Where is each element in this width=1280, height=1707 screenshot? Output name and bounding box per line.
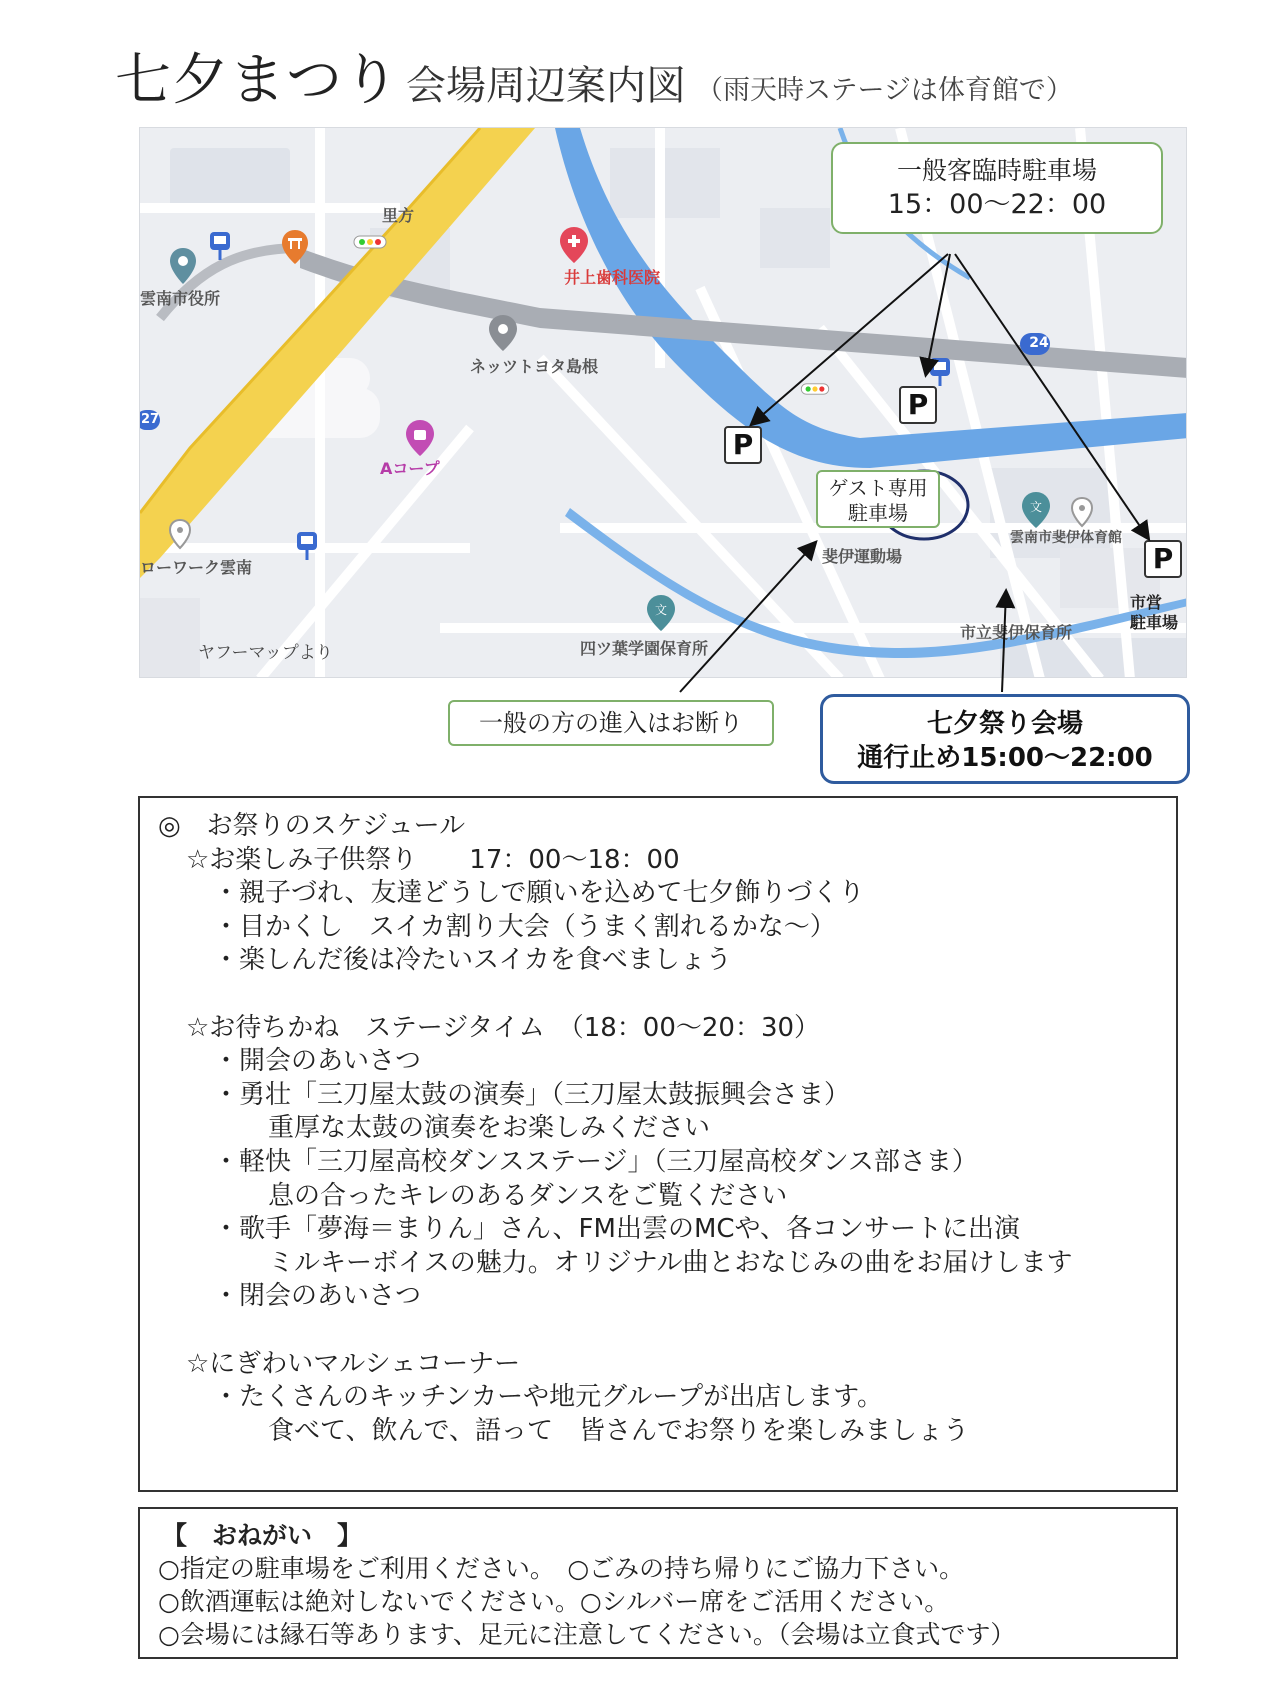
label-gym: 雲南市斐伊体育館 (1010, 530, 1122, 546)
notice-line: ○会場には縁石等あります、足元に注意してください。（会場は立食式です） (158, 1620, 1016, 1649)
route-24-badge: 24 (1029, 335, 1049, 351)
schedule-section-marche: ☆にぎわいマルシェコーナー (186, 1348, 521, 1379)
schedule-item: ・楽しんだ後は冷たいスイカを食べましょう (213, 945, 732, 976)
title-note: （雨天時ステージは体育館で） (696, 75, 1073, 106)
label-dental: 井上歯科医院 (564, 268, 661, 287)
schedule-item: ・開会のあいさつ (213, 1046, 422, 1077)
guest-parking-line2: 駐車場 (848, 501, 908, 525)
label-city-hall: 雲南市役所 (140, 289, 221, 308)
callout-no-entry: 一般の方の進入はお断り (448, 700, 774, 746)
general-parking-time: 15：00～22：00 (887, 189, 1107, 220)
route-27-badge: 27 (140, 412, 160, 427)
schedule-item-detail: 食べて、飲んで、語って 皆さんでお祭りを楽しみましょう (268, 1415, 969, 1446)
schedule-item-detail: 息の合ったキレのあるダンスをご覧ください (268, 1180, 788, 1211)
schedule-item: ・目かくし スイカ割り大会（うまく割れるかな～） (213, 911, 836, 942)
schedule-item: ・軽快「三刀屋高校ダンスステージ」（三刀屋高校ダンス部さま） (213, 1146, 978, 1177)
notice-box (138, 1507, 1178, 1659)
notice-line: ○指定の駐車場をご利用ください。 ○ごみの持ち帰りにご協力下さい。 (158, 1554, 965, 1583)
guest-parking-line1: ゲスト専用 (828, 476, 928, 500)
parking-marker-1: P (724, 426, 762, 464)
label-credit: ヤフーマップより (198, 643, 333, 663)
schedule-section-kids: ☆お楽しみ子供祭り 17：00～18：00 (186, 844, 680, 875)
notice-title: 【 おねがい 】 (162, 1521, 363, 1550)
parking-marker-3: P (1144, 540, 1182, 578)
schedule-item: ・親子づれ、友達どうしで願いを込めて七夕飾りづくり (213, 878, 865, 909)
label-nursery: 四ツ葉学園保育所 (580, 639, 709, 658)
parking-marker-2: P (899, 386, 937, 424)
callout-venue (820, 694, 1190, 784)
schedule-item: ・勇壮「三刀屋太鼓の演奏」（三刀屋太鼓振興会さま） (213, 1079, 851, 1110)
schedule-item-detail: 重厚な太鼓の演奏をお楽しみください (268, 1113, 711, 1144)
schedule-box (138, 796, 1178, 1492)
venue-time: 通行止め15:00～22:00 (857, 743, 1153, 773)
svg-text:文: 文 (654, 603, 668, 617)
label-city-nursery: 市立斐伊保育所 (960, 623, 1073, 642)
label-municipal-parking: 市営 駐車場 (1130, 593, 1179, 632)
venue-title: 七夕祭り会場 (926, 709, 1083, 739)
schedule-item-detail: ミルキーボイスの魅力。オリジナル曲とおなじみの曲をお届けします (268, 1247, 1073, 1278)
label-netz: ネッツトヨタ島根 (470, 357, 599, 376)
schedule-spacer (158, 978, 1176, 1012)
schedule-item: ・閉会のあいさつ (213, 1281, 422, 1312)
schedule-item: ・歌手「夢海＝まりん」さん、FM出雲のMCや、各コンサートに出演 (213, 1214, 1021, 1245)
general-parking-title: 一般客臨時駐車場 (896, 156, 1097, 185)
title-sub: 会場周辺案内図 (406, 63, 686, 109)
label-field: 斐伊運動場 (822, 547, 903, 566)
schedule-heading: ◎ お祭りのスケジュール (158, 811, 466, 841)
title-main: 七夕まつり (115, 48, 400, 113)
notice-line: ○飲酒運転は絶対しないでください。○シルバー席をご活用ください。 (158, 1587, 950, 1616)
label-satokata: 里方 (382, 206, 415, 225)
label-hellowork: ローワーク雲南 (140, 558, 253, 577)
schedule-section-stage: ☆お待ちかね ステージタイム （18：00～20：30） (186, 1012, 821, 1043)
callout-guest-parking (816, 470, 940, 528)
schedule-spacer (158, 1314, 1176, 1348)
svg-text:文: 文 (1029, 500, 1043, 514)
schedule-item: ・たくさんのキッチンカーや地元グループが出店します。 (213, 1382, 884, 1413)
callout-general-parking (831, 142, 1163, 234)
label-acoop: Aコープ (380, 459, 440, 478)
